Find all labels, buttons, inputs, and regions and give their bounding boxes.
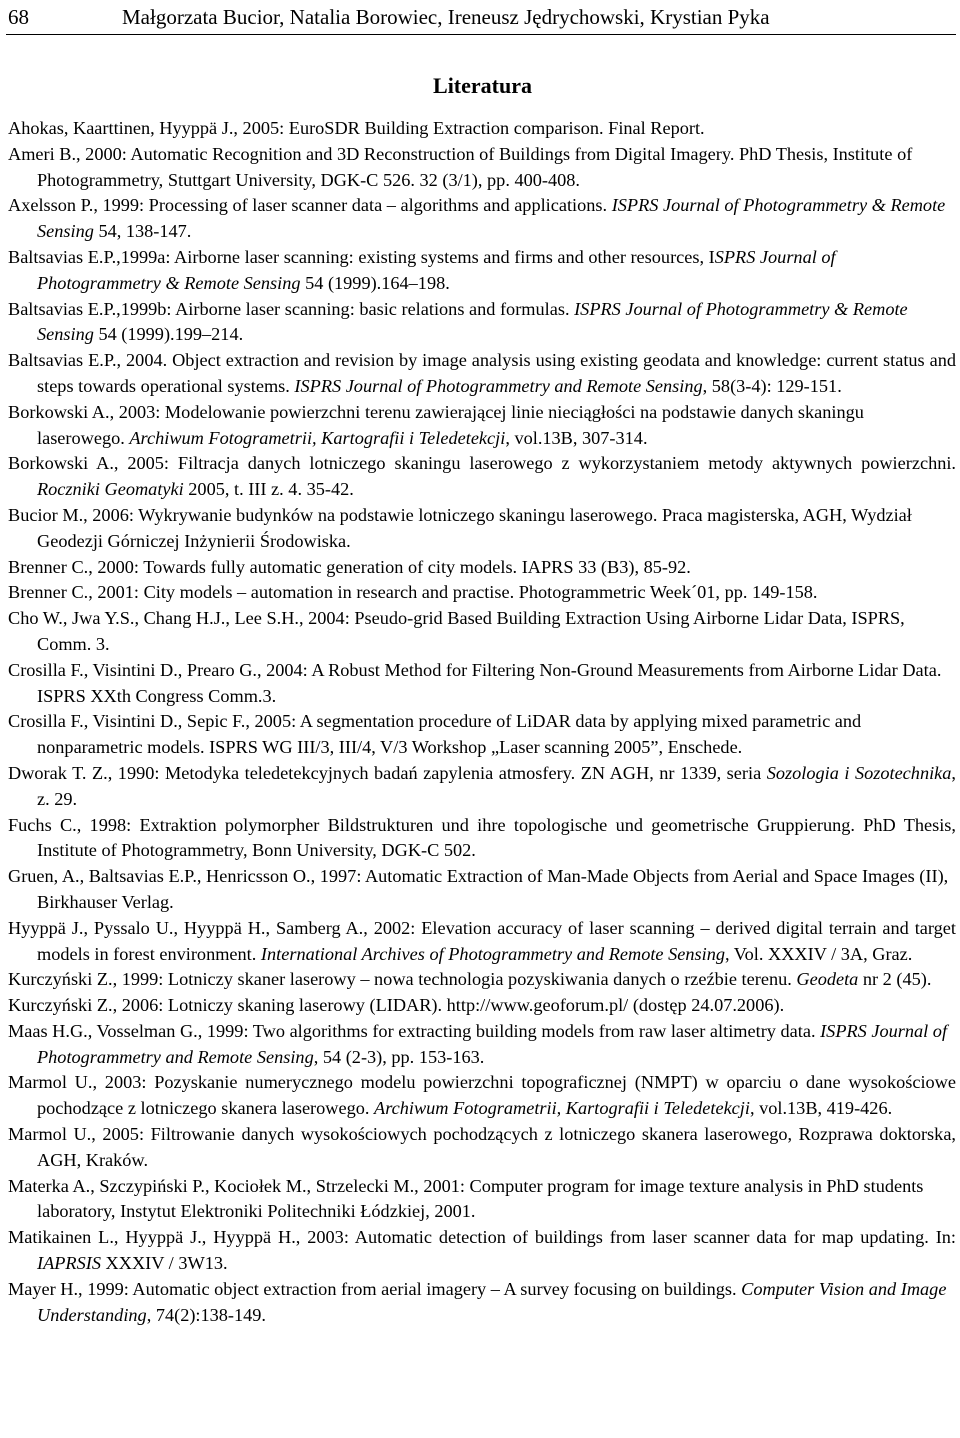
reference-details: 54 (1999).199–214.: [93, 324, 244, 345]
reference-text: Axelsson P., 1999: Processing of laser scanner data – algorithms and applications.: [8, 195, 612, 216]
reference-list: [8, 116, 956, 1328]
reference-entry: [8, 1174, 956, 1226]
reference-details: , vol.13B, 419-426.: [749, 1098, 893, 1119]
reference-details: , z. 29.: [37, 762, 956, 809]
reference-text: Ahokas, Kaarttinen, Hyyppä J., 2005: EuroSDR Building Extraction comparison. Final Report.: [8, 118, 705, 138]
reference-entry: [8, 993, 956, 1019]
reference-text: Dworak T. Z., 1990: Metodyka teledetekcyjnych badań zapylenia atmosfery. ZN AGH, nr 1339, seria: [8, 762, 767, 783]
reference-text: Marmol U., 2005: Filtrowanie danych wysokościowych pochodzących z lotniczego skanera laserowego, Rozprawa doktorska, AGH, Kraków.: [8, 1124, 956, 1170]
reference-text: Maas H.G., Vosselman G., 1999: Two algorithms for extracting building models from raw laser altimetry data.: [8, 1020, 821, 1041]
reference-text: Borkowski A., 2005: Filtracja danych lotniczego skaningu laserowego z wykorzystaniem metody aktywnych powierzchni.: [8, 453, 956, 474]
page-number: 68: [8, 5, 29, 29]
reference-text: Kurczyński Z., 1999: Lotniczy skaner laserowy – nowa technologia pozyskiwania danych o rzeźbie terenu.: [8, 969, 797, 990]
reference-details: , vol.13B, 307-314.: [505, 427, 648, 448]
reference-entry: [8, 348, 956, 400]
reference-text: Materka A., Szczypiński P., Kociołek M., Strzelecki M., 2001: Computer program for image texture analysis in PhD students laboratory, Instytut Elektroniki Politechniki Łódzkiej, 2001.: [8, 1175, 924, 1222]
reference-details: 54, 138-147.: [93, 221, 192, 242]
reference-source-title: ISPRS Journal of Photogrammetry and Remote Sensing: [37, 1020, 948, 1067]
reference-source-title: Sozologia i Sozotechnika: [766, 762, 952, 783]
reference-details: 54 (1999).164–198.: [300, 272, 450, 293]
reference-entry: [8, 1277, 956, 1329]
reference-entry: [8, 658, 956, 710]
reference-details: XXXIV / 3W13.: [100, 1253, 228, 1274]
reference-text: Mayer H., 1999: Automatic object extraction from aerial imagery – A survey focusing on buildings.: [8, 1278, 742, 1299]
running-header-authors: Małgorzata Bucior, Natalia Borowiec, Ireneusz Jędrychowski, Krystian Pyka: [122, 5, 770, 29]
reference-entry: [8, 555, 956, 581]
reference-text: Cho W., Jwa Y.S., Chang H.J., Lee S.H., 2004: Pseudo-grid Based Building Extraction Using Airborne Lidar Data, ISPRS, Comm. 3.: [8, 608, 905, 654]
reference-text: Bucior M., 2006: Wykrywanie budynków na podstawie lotniczego skaningu laserowego. Praca magisterska, AGH, Wydział Geodezji Górniczej Inżynierii Środowiska.: [8, 504, 912, 551]
reference-entry: [8, 709, 956, 761]
reference-source-title: ISPRS Journal of Photogrammetry & Remote Sensing: [37, 195, 946, 242]
reference-entry: [8, 606, 956, 658]
reference-source-title: ISPRS Journal of Photogrammetry and Remote Sensing: [294, 375, 703, 396]
reference-source-title: Geodeta: [796, 969, 859, 990]
reference-source-title: Archiwum Fotogrametrii, Kartografii i Teledetekcji: [129, 427, 506, 448]
reference-entry: [8, 761, 956, 813]
reference-details: , 54 (2-3), pp. 153-163.: [313, 1046, 485, 1067]
reference-text: Borkowski A., 2003: Modelowanie powierzchni terenu zawierającej linie nieciągłości na podstawie danych skaningu laserowego.: [8, 401, 864, 448]
reference-text: Marmol U., 2003: Pozyskanie numerycznego modelu powierzchni topograficznej (NMPT) w oparciu o dane wysokościowe pochodzące z lotniczego skanera laserowego.: [8, 1072, 956, 1119]
reference-entry: [8, 967, 956, 993]
reference-text: Baltsavias E.P., 2004. Object extraction and revision by image analysis using existing geodata and knowledge: current status and steps towards operational systems.: [8, 350, 956, 396]
reference-entry: [8, 1019, 956, 1071]
reference-text: Kurczyński Z., 2006: Lotniczy skaning laserowy (LIDAR). http://www.geoforum.pl/ (dostęp 24.07.2006).: [8, 995, 785, 1016]
reference-source-title: IAPRSIS: [37, 1253, 101, 1274]
reference-source-title: Archiwum Fotogrametrii, Kartografii i Teledetekcji: [374, 1098, 750, 1119]
reference-source-title: International Archives of Photogrammetry and Remote Sensing: [260, 943, 725, 964]
reference-text: Crosilla F., Visintini D., Sepic F., 2005: A segmentation procedure of LiDAR data by applying mixed parametric and nonparametric models. ISPRS WG III/3, III/4, V/3 Workshop „Laser scanning 2005”, Enschede.: [8, 711, 862, 758]
reference-text: Brenner C., 2001: City models – automation in research and practise. Photogrammetric Week´01, pp. 149-158.: [8, 582, 818, 603]
reference-entry: [8, 503, 956, 555]
reference-entry: [8, 1070, 956, 1122]
reference-source-title: Computer Vision and Image Understanding: [37, 1278, 947, 1325]
reference-entry: [8, 813, 956, 865]
running-header: [0, 0, 960, 38]
reference-text: Matikainen L., Hyyppä J., Hyyppä H., 2003: Automatic detection of buildings from laser scanner data for map updating. In:: [8, 1227, 956, 1248]
reference-text: Ameri B., 2000: Automatic Recognition and 3D Reconstruction of Buildings from Digital Imagery. PhD Thesis, Institute of Photogrammetry, Stuttgart University, DGK-C 526. 32 (3/1), pp. 400-408.: [8, 143, 913, 190]
reference-details: 2005, t. III z. 4. 35-42.: [183, 479, 354, 500]
reference-source-title: ISPRS Journal of Photogrammetry & Remote Sensing: [37, 298, 908, 345]
reference-details: , 58(3-4): 129-151.: [702, 375, 842, 396]
reference-entry: [8, 116, 956, 142]
reference-entry: [8, 400, 956, 452]
reference-entry: [8, 1225, 956, 1277]
reference-entry: [8, 193, 956, 245]
reference-source-title: Roczniki Geomatyki: [37, 479, 184, 500]
reference-entry: [8, 580, 956, 606]
reference-text: Hyyppä J., Pyssalo U., Hyyppä H., Samberg A., 2002: Elevation accuracy of laser scanning – derived digital terrain and target models in forest environment.: [8, 917, 956, 964]
reference-entry: [8, 297, 956, 349]
reference-entry: [8, 245, 956, 297]
reference-details: , 74(2):138-149.: [146, 1304, 267, 1325]
reference-entry: [8, 451, 956, 503]
reference-text: Brenner C., 2000: Towards fully automatic generation of city models. IAPRS 33 (B3), 85-92.: [8, 556, 691, 577]
reference-text: Gruen, A., Baltsavias E.P., Henricsson O., 1997: Automatic Extraction of Man-Made Objects from Aerial and Space Images (II), Birkhauser Verlag.: [8, 866, 949, 912]
reference-text: Crosilla F., Visintini D., Prearo G., 2004: A Robust Method for Filtering Non-Ground Measurements from Airborne Lidar Data. ISPRS XXth Congress Comm.3.: [8, 659, 942, 706]
reference-entry: [8, 916, 956, 968]
reference-entry: [8, 864, 956, 916]
reference-text: Fuchs C., 1998: Extraktion polymorpher Bildstrukturen und ihre topologische und geometrische Gruppierung. PhD Thesis, Institute of Photogrammetry, Bonn University, DGK-C 502.: [8, 814, 956, 861]
reference-source-title: SPRS Journal of Photogrammetry & Remote Sensing: [37, 246, 836, 293]
header-rule: [6, 34, 956, 35]
reference-entry: [8, 142, 956, 194]
section-title: Literatura: [433, 73, 532, 98]
reference-text: Baltsavias E.P.,1999a: Airborne laser scanning: existing systems and firms and other resources, I: [8, 246, 715, 267]
reference-details: , Vol. XXXIV / 3A, Graz.: [724, 943, 913, 964]
reference-details: nr 2 (45).: [858, 969, 932, 990]
reference-text: Baltsavias E.P.,1999b: Airborne laser scanning: basic relations and formulas.: [8, 298, 575, 319]
reference-entry: [8, 1122, 956, 1174]
